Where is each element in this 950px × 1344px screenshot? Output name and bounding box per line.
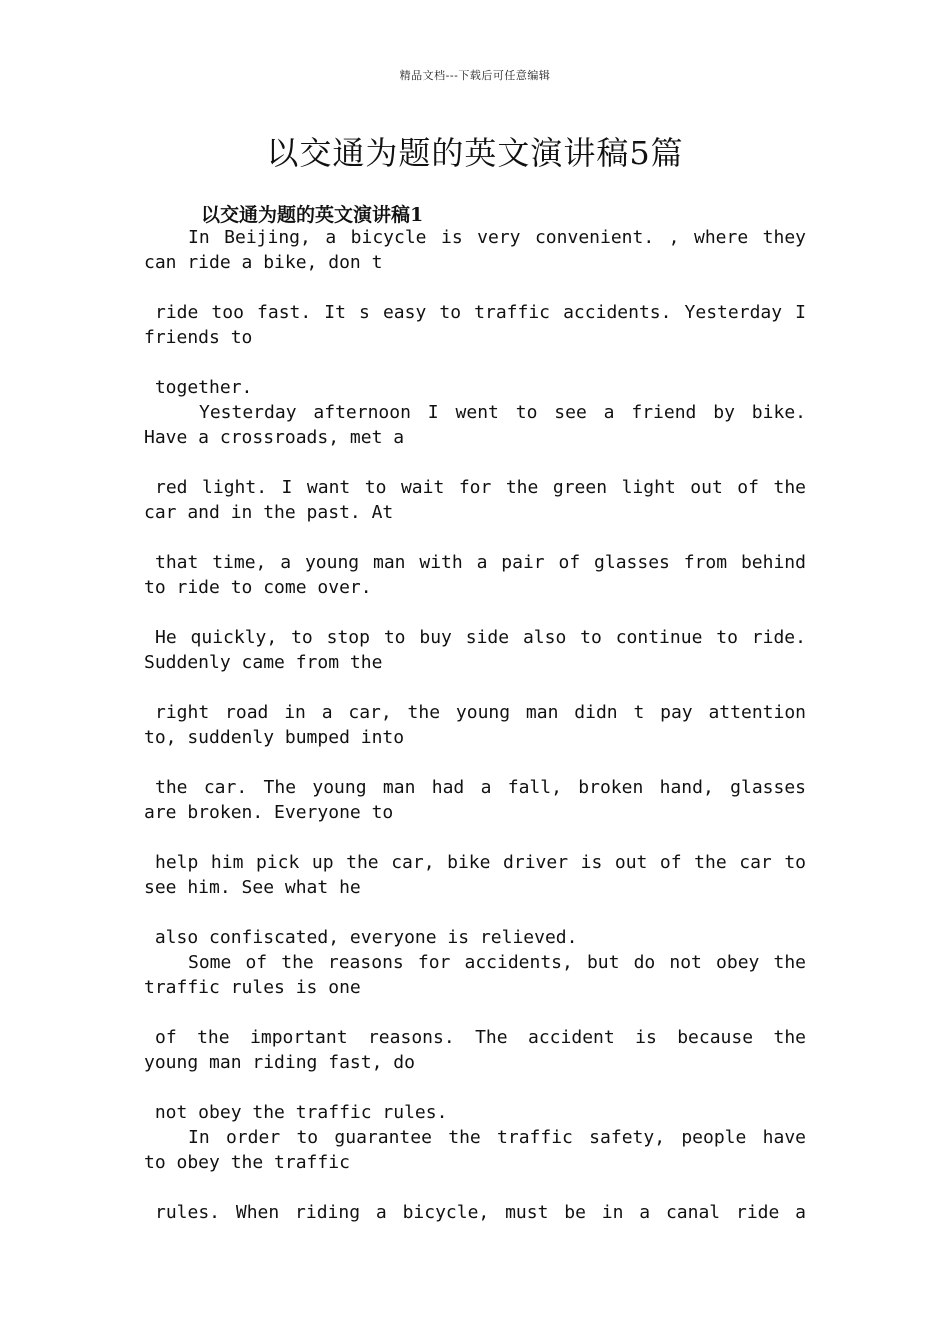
text-line: right road in a car, the young man didn t pay attention bbox=[155, 702, 806, 723]
text-line: car and in the past. At bbox=[144, 502, 394, 523]
text-line: are broken. Everyone to bbox=[144, 802, 394, 823]
text-line: red light. I want to wait for the green light out of the bbox=[155, 477, 806, 498]
document-title: 以交通为题的英文演讲稿5篇 bbox=[266, 134, 684, 172]
paragraph-gap bbox=[144, 900, 806, 925]
paragraph-gap bbox=[144, 350, 806, 375]
text-line: also confiscated, everyone is relieved. bbox=[144, 927, 578, 948]
paragraph-gap bbox=[144, 450, 806, 475]
text-line: to, suddenly bumped into bbox=[144, 727, 405, 748]
text-line: Some of the reasons for accidents, but do not obey the bbox=[188, 952, 806, 973]
text-line: that time, a young man with a pair of glasses from behind bbox=[155, 552, 806, 573]
text-line: Suddenly came from the bbox=[144, 652, 383, 673]
text-line: help him pick up the car, bike driver is out of the car to bbox=[155, 852, 806, 873]
text-line: of the important reasons. The accident is because the bbox=[155, 1027, 806, 1048]
text-line: ride too fast. It s easy to traffic accidents. Yesterday I bbox=[155, 302, 806, 323]
paragraph-gap bbox=[144, 675, 806, 700]
body-text bbox=[144, 225, 806, 1225]
text-line: the car. The young man had a fall, broken hand, glasses bbox=[155, 777, 806, 798]
paragraph-gap bbox=[144, 750, 806, 775]
paragraph-gap bbox=[144, 825, 806, 850]
text-line: friends to bbox=[144, 327, 253, 348]
text-line: In Beijing, a bicycle is very convenient. , where they bbox=[188, 227, 806, 248]
paragraph-gap bbox=[144, 525, 806, 550]
text-line: Yesterday afternoon I went to see a friend by bike. bbox=[199, 402, 806, 423]
text-line: traffic rules is one bbox=[144, 977, 361, 998]
text-line: He quickly, to stop to buy side also to continue to ride. bbox=[155, 627, 806, 648]
text-line: not obey the traffic rules. bbox=[144, 1102, 448, 1123]
text-line: to ride to come over. bbox=[144, 577, 372, 598]
text-line: In order to guarantee the traffic safety, people have bbox=[188, 1127, 806, 1148]
text-line: Have a crossroads, met a bbox=[144, 427, 405, 448]
text-line: to obey the traffic bbox=[144, 1152, 350, 1173]
paragraph-gap bbox=[144, 1175, 806, 1200]
paragraph-gap bbox=[144, 600, 806, 625]
paragraph-gap bbox=[144, 1075, 806, 1100]
text-line: see him. See what he bbox=[144, 877, 361, 898]
text-line: can ride a bike, don t bbox=[144, 252, 383, 273]
paragraph-gap bbox=[144, 275, 806, 300]
text-line: young man riding fast, do bbox=[144, 1052, 415, 1073]
text-line: together. bbox=[144, 377, 253, 398]
page-header-note: 精品文档---下载后可任意编辑 bbox=[399, 69, 551, 82]
text-line: rules. When riding a bicycle, must be in a canal ride a bbox=[155, 1202, 806, 1223]
paragraph-gap bbox=[144, 1000, 806, 1025]
section-heading: 以交通为题的英文演讲稿1 bbox=[201, 204, 424, 226]
